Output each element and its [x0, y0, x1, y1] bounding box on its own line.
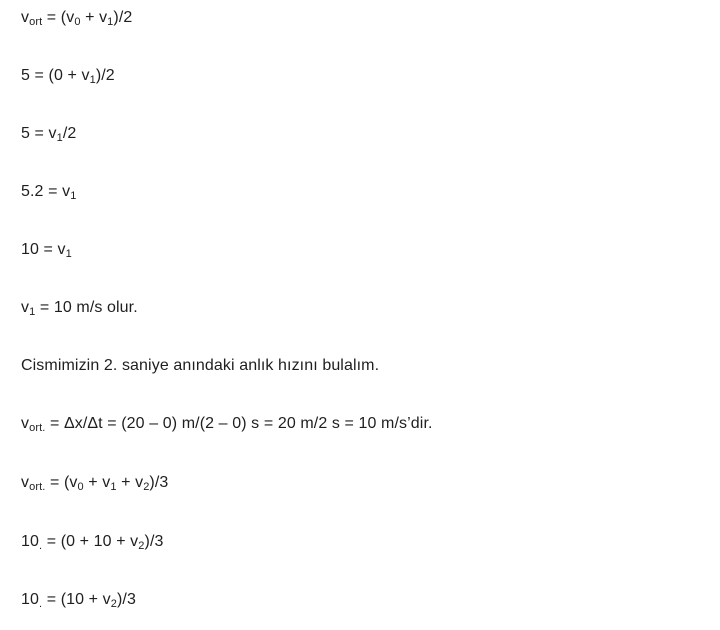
equation-line [21, 8, 132, 28]
subscript: 1 [89, 74, 96, 86]
text-line [21, 356, 379, 376]
equation-line [21, 124, 76, 144]
text-run: 5 = (0 + v [21, 67, 90, 84]
text-run: + v [116, 474, 144, 491]
text-run: + v [83, 474, 111, 491]
equation-line [21, 240, 72, 260]
subscript: ort. [29, 422, 46, 434]
text-run: = (10 + v [42, 591, 111, 608]
subscript: 0 [74, 16, 81, 28]
subscript: 1 [29, 306, 36, 318]
text-run: = (v [45, 474, 78, 491]
text-run: /2 [62, 125, 77, 142]
text-run: 5.2 = v [21, 183, 71, 200]
text-run: )/2 [95, 67, 115, 84]
text-run: 10 = v [21, 241, 66, 258]
subscript: 2 [143, 481, 150, 493]
text-run: v [21, 415, 30, 432]
text-run: )/3 [116, 591, 136, 608]
subscript: ort [29, 16, 43, 28]
subscript: 2 [110, 598, 117, 610]
text-run: = (v [42, 9, 75, 26]
subscript: 0 [77, 481, 84, 493]
subscript: 2 [138, 540, 145, 552]
text-run: 5 = v [21, 125, 57, 142]
equation-line [21, 414, 433, 434]
text-run: 10 [21, 533, 39, 550]
subscript: 1 [70, 190, 77, 202]
text-run: )/2 [113, 9, 133, 26]
text-run: + v [80, 9, 108, 26]
subscript: ort. [29, 481, 46, 493]
subscript: 1 [107, 16, 114, 28]
equation-line [21, 298, 138, 318]
text-run: = 10 m/s olur. [35, 299, 138, 316]
text-run: 10 [21, 591, 39, 608]
equation-line [21, 66, 115, 86]
equation-line [21, 532, 164, 552]
equation-line [21, 182, 76, 202]
text-run: v [21, 299, 30, 316]
subscript: . [39, 598, 43, 610]
text-run: v [21, 474, 30, 491]
subscript: 1 [110, 481, 117, 493]
subscript: 1 [65, 248, 72, 260]
text-run: v [21, 9, 30, 26]
equation-line [21, 590, 136, 610]
text-run: )/3 [149, 474, 169, 491]
text-run: )/3 [144, 533, 164, 550]
text-run: Cismimizin 2. saniye anındaki anlık hızını bulalım. [21, 357, 380, 374]
text-run: = Δx/Δt = (20 – 0) m/(2 – 0) s = 20 m/2 s = 10 m/s’dir. [45, 415, 433, 432]
equation-line [21, 473, 168, 493]
subscript: . [39, 540, 43, 552]
subscript: 1 [56, 132, 63, 144]
text-run: = (0 + 10 + v [42, 533, 139, 550]
